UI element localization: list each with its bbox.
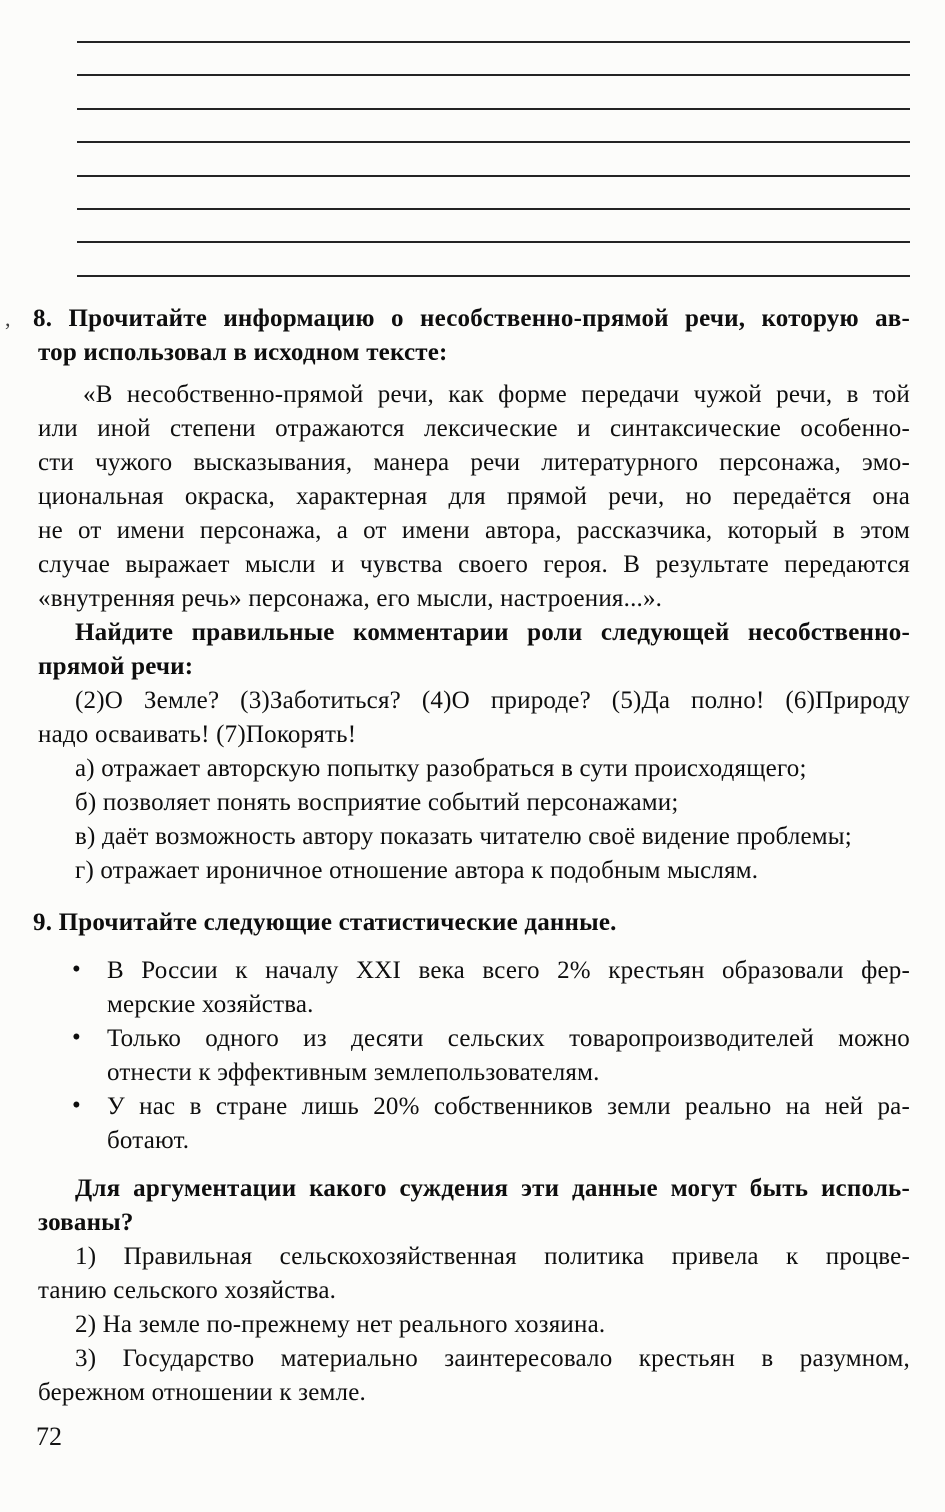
ruled-line [77, 108, 910, 110]
bullet-3 [38, 1090, 910, 1158]
text-line: не от имени персонажа, а от имени автора, рассказчика, который в этом [38, 517, 910, 544]
bullet-icon: • [72, 1024, 81, 1051]
text-line: г) отражает ироничное отношение автора к подобным мыслям. [75, 857, 759, 884]
text-line: «В несобственно-прямой речи, как форме передачи чужой речи, в той [83, 381, 910, 408]
ruled-line [77, 175, 910, 177]
ruled-line [77, 141, 910, 143]
ruled-line [77, 41, 910, 43]
text-line: 1) Правильная сельскохозяйственная политика привела к процве- [75, 1243, 910, 1270]
numbered-sentences [38, 684, 910, 752]
text-line: 3) Государство материально заинтересовало крестьян в разумном, [75, 1345, 910, 1372]
text-line: 2) На земле по-прежнему нет реального хозяина. [75, 1311, 606, 1338]
text-line: циональная окраска, характерная для прямой речи, но передаётся она [38, 483, 910, 510]
text-line: в) даёт возможность автору показать читателю своё видение проблемы; [75, 823, 852, 850]
quote-paragraph [38, 378, 910, 616]
answer-1 [38, 1240, 910, 1308]
text-line: прямой речи: [38, 653, 194, 680]
answer-3 [38, 1342, 910, 1410]
text-line: б) позволяет понять восприятие событий персонажами; [75, 789, 679, 816]
text-line: зованы? [38, 1209, 134, 1236]
text-line: В России к началу XXI века всего 2% крестьян образовали фер- [107, 957, 910, 984]
text-line: Только одного из десяти сельских товаропроизводителей можно [107, 1025, 910, 1052]
find-comments-heading [38, 616, 910, 684]
answer-2 [38, 1308, 910, 1342]
ruled-line [77, 275, 910, 277]
text-line: ботают. [107, 1127, 190, 1154]
task-8-heading [33, 302, 910, 370]
text-line: Найдите правильные комментарии роли следующей несобственно- [75, 619, 910, 646]
text-line: или иной степени отражаются лексические и синтаксические особенно- [38, 415, 910, 442]
text-line: (2)О Земле? (3)Заботиться? (4)О природе? (5)Да полно! (6)Природу [75, 687, 910, 714]
text-line: У нас в стране лишь 20% собственников земли реально на ней ра- [107, 1093, 910, 1120]
text-line: 9. Прочитайте следующие статистические данные. [33, 909, 617, 936]
ruled-line [77, 241, 910, 243]
text-line: случае выражает мысли и чувства своего героя. В результате передаются [38, 551, 910, 578]
text-line: сти чужого высказывания, манера речи литературного персонажа, эмо- [38, 449, 910, 476]
task-9-heading [33, 906, 910, 940]
option-a [38, 752, 910, 786]
text-line: а) отражает авторскую попытку разобраться в сути происходящего; [75, 755, 807, 782]
text-line: отнести к эффективным землепользователям. [107, 1059, 600, 1086]
text-line: бережном отношении к земле. [38, 1379, 366, 1406]
bullet-1 [38, 954, 910, 1022]
text-line: тор использовал в исходном тексте: [38, 339, 448, 366]
option-b [38, 786, 910, 820]
option-v [38, 820, 910, 854]
option-g [38, 854, 910, 888]
text-line: Для аргументации какого суждения эти данные могут быть исполь- [75, 1175, 910, 1202]
argument-question [38, 1172, 910, 1240]
writing-lines-area [77, 0, 910, 300]
ruled-line [77, 74, 910, 76]
bullet-2 [38, 1022, 910, 1090]
ruled-line [77, 208, 910, 210]
text-line: танию сельского хозяйства. [38, 1277, 337, 1304]
scan-artifact: , [5, 306, 11, 331]
page-body [33, 302, 910, 1410]
page-number: 72 [36, 1422, 62, 1451]
text-line: мерские хозяйства. [107, 991, 314, 1018]
bullet-icon: • [72, 956, 81, 983]
text-line: «внутренняя речь» персонажа, его мысли, настроения...». [38, 585, 663, 612]
text-line: 8. Прочитайте информацию о несобственно-прямой речи, которую ав- [33, 305, 910, 332]
text-line: надо осваивать! (7)Покорять! [38, 721, 357, 748]
bullet-icon: • [72, 1092, 81, 1119]
